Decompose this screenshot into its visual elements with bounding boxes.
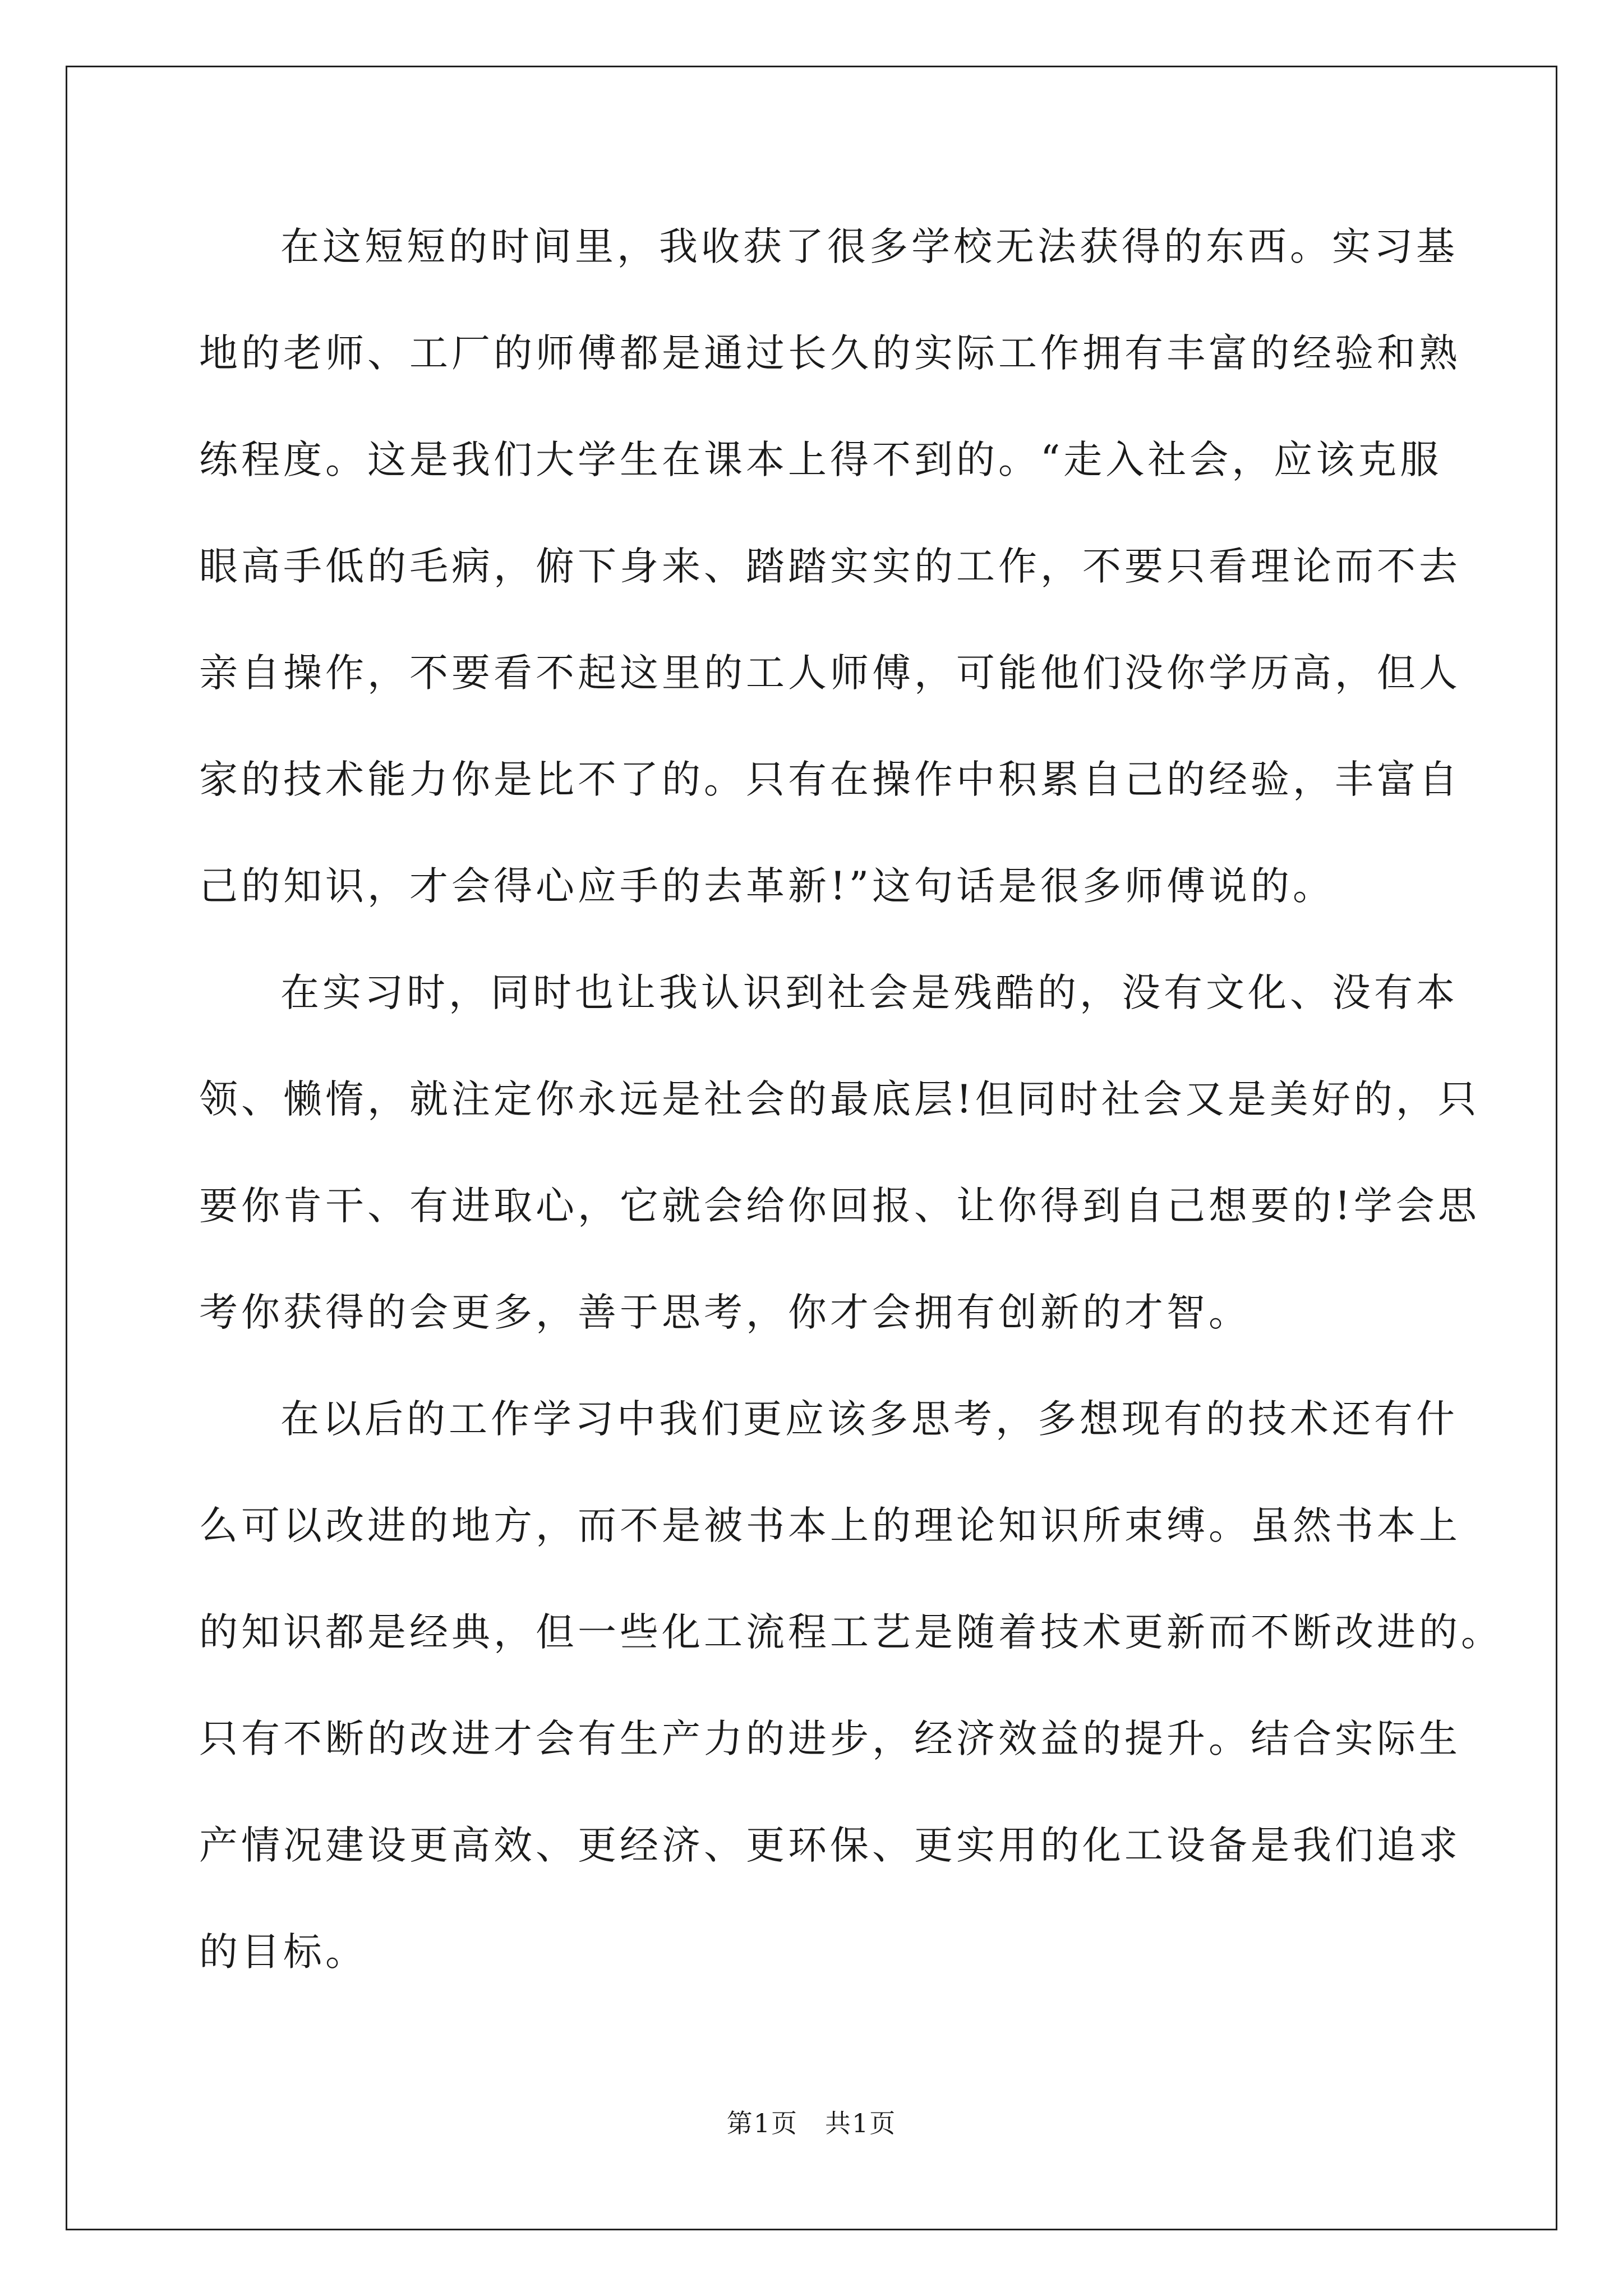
paragraph-1-line-7: 己的知识，才会得心应手的去革新!”这句话是很多师傅说的。 <box>199 864 1335 909</box>
paragraph-1-line-2: 地的老师、工厂的师傅都是通过长久的实际工作拥有丰富的经验和熟 <box>199 331 1461 376</box>
paragraph-1-line-1: 在这短短的时间里，我收获了很多学校无法获得的东西。实习基 <box>280 224 1458 269</box>
paragraph-1-line-6: 家的技术能力你是比不了的。只有在操作中积累自己的经验，丰富自 <box>199 757 1461 802</box>
paragraph-1-line-3: 练程度。这是我们大学生在课本上得不到的。“走入社会，应该克服 <box>199 438 1442 482</box>
page-border <box>66 66 1557 2230</box>
paragraph-3-line-3: 的知识都是经典，但一些化工流程工艺是随着技术更新而不断改进的。 <box>199 1610 1503 1655</box>
paragraph-1-line-5: 亲自操作，不要看不起这里的工人师傅，可能他们没你学历高，但人 <box>199 651 1461 696</box>
paragraph-2-line-4: 考你获得的会更多，善于思考，你才会拥有创新的才智。 <box>199 1290 1251 1335</box>
page-number-footer: 第1页 共1页 <box>726 2108 897 2138</box>
paragraph-2-line-2: 领、懒惰，就注定你永远是社会的最底层!但同时社会又是美好的，只 <box>199 1077 1480 1122</box>
paragraph-2-line-3: 要你肯干、有进取心，它就会给你回报、让你得到自己想要的!学会思 <box>199 1184 1480 1228</box>
paragraph-1-line-4: 眼高手低的毛病，俯下身来、踏踏实实的工作，不要只看理论而不去 <box>199 544 1461 589</box>
paragraph-3-line-5: 产情况建设更高效、更经济、更环保、更实用的化工设备是我们追求 <box>199 1823 1461 1868</box>
paragraph-3-line-2: 么可以改进的地方，而不是被书本上的理论知识所束缚。虽然书本上 <box>199 1503 1461 1548</box>
paragraph-2-line-1: 在实习时，同时也让我认识到社会是残酷的，没有文化、没有本 <box>280 970 1458 1015</box>
paragraph-3-line-6: 的目标。 <box>199 1930 367 1975</box>
paragraph-3-line-4: 只有不断的改进才会有生产力的进步，经济效益的提升。结合实际生 <box>199 1717 1461 1761</box>
paragraph-3-line-1: 在以后的工作学习中我们更应该多思考，多想现有的技术还有什 <box>280 1397 1458 1442</box>
